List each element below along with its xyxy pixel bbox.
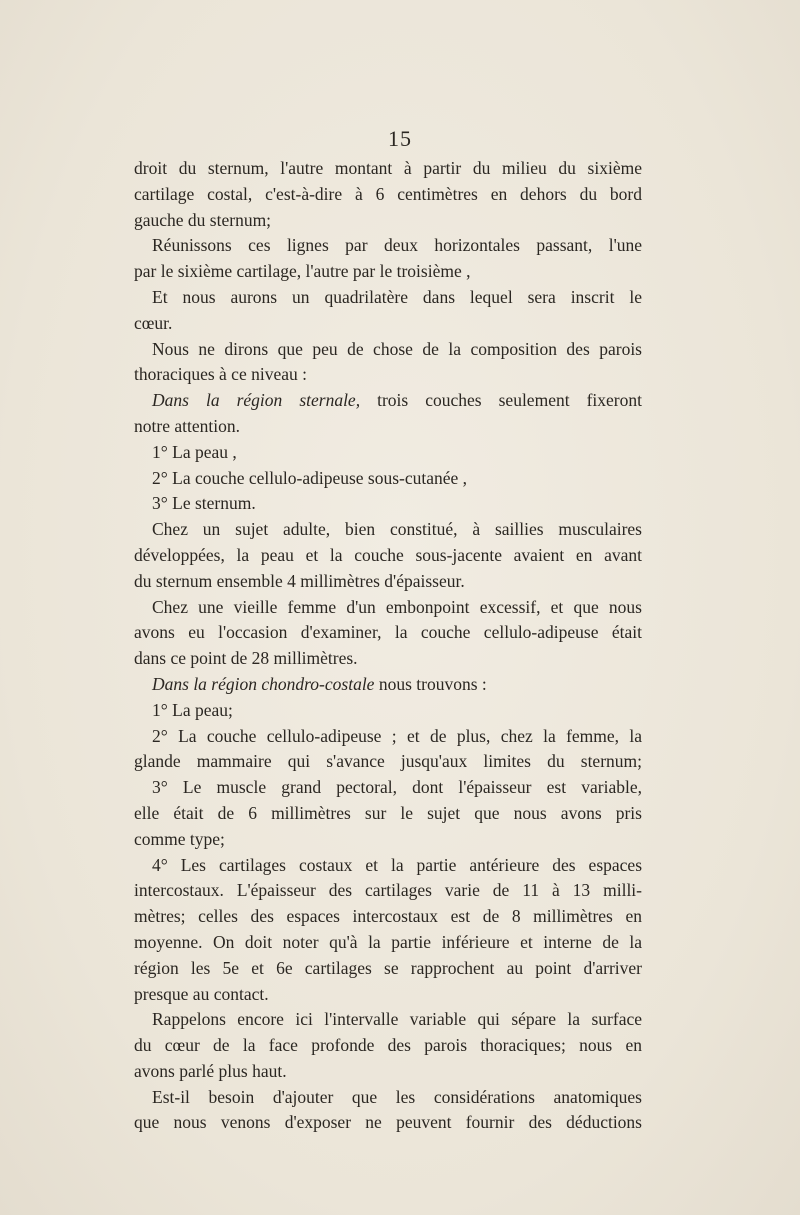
line-text: mètres; celles des espaces intercostaux est de 8 millimètres en <box>134 906 642 927</box>
text-line <box>134 1110 642 1136</box>
body-text <box>134 156 642 1136</box>
italic-phrase: Dans la région chondro-costale <box>152 673 375 694</box>
line-text: elle était de 6 millimètres sur le sujet que nous avons pris <box>134 802 642 823</box>
line-text: dans ce point de 28 millimètres. <box>134 648 358 669</box>
text-line <box>134 1007 642 1033</box>
line-text: 3° Le sternum. <box>152 493 256 514</box>
line-text: 1° La peau; <box>152 699 233 720</box>
text-line <box>134 311 642 337</box>
text-line <box>134 1059 642 1085</box>
line-text: du sternum ensemble 4 millimètres d'épaisseur. <box>134 570 465 591</box>
line-text: Chez un sujet adulte, bien constitué, à saillies musculaires <box>152 519 642 540</box>
line-text: Nous ne dirons que peu de chose de la composition des parois <box>152 338 642 359</box>
text-line <box>134 878 642 904</box>
line-text: Réunissons ces lignes par deux horizontales passant, l'une <box>152 235 642 256</box>
line-text: du cœur de la face profonde des parois thoraciques; nous en <box>134 1035 642 1056</box>
text-line <box>134 569 642 595</box>
line-text: par le sixième cartilage, l'autre par le troisième , <box>134 261 471 282</box>
text-line <box>134 414 642 440</box>
text-line <box>134 259 642 285</box>
text-line <box>134 930 642 956</box>
text-line <box>134 182 642 208</box>
line-text: presque au contact. <box>134 983 269 1004</box>
line-text: 2° La couche cellulo-adipeuse ; et de plus, chez la femme, la <box>152 725 642 746</box>
text-line <box>134 337 642 363</box>
line-text: Rappelons encore ici l'intervalle variable qui sépare la surface <box>152 1009 642 1030</box>
text-line <box>134 491 642 517</box>
text-line <box>134 440 642 466</box>
text-line <box>134 517 642 543</box>
line-text: gauche du sternum; <box>134 209 272 230</box>
line-text: thoraciques à ce niveau : <box>134 364 307 385</box>
text-line <box>134 1033 642 1059</box>
text-line <box>134 285 642 311</box>
text-line <box>134 724 642 750</box>
text-line <box>134 956 642 982</box>
line-text: trois couches seulement fixeront <box>360 390 642 411</box>
line-text: moyenne. On doit noter qu'à la partie inférieure et interne de la <box>134 931 642 952</box>
line-text: que nous venons d'exposer ne peuvent fournir des déductions <box>134 1112 642 1133</box>
text-line <box>134 1085 642 1111</box>
line-text: 1° La peau , <box>152 441 237 462</box>
line-text: 2° La couche cellulo-adipeuse sous-cutanée , <box>152 467 468 488</box>
line-text: Et nous aurons un quadrilatère dans lequel sera inscrit le <box>152 286 642 307</box>
line-text: avons eu l'occasion d'examiner, la couche cellulo-adipeuse était <box>134 622 642 643</box>
line-text: 4° Les cartilages costaux et la partie antérieure des espaces <box>152 854 642 875</box>
text-line <box>134 982 642 1008</box>
text-line <box>134 466 642 492</box>
line-text: cœur. <box>134 312 173 333</box>
line-text: droit du sternum, l'autre montant à partir du milieu du sixième <box>134 158 642 178</box>
text-line <box>134 749 642 775</box>
text-line <box>134 904 642 930</box>
text-line <box>134 233 642 259</box>
line-text: nous trouvons : <box>374 673 487 694</box>
text-line <box>134 672 642 698</box>
line-text: Chez une vieille femme d'un embonpoint excessif, et que nous <box>152 596 642 617</box>
text-line <box>134 543 642 569</box>
line-text: notre attention. <box>134 415 240 436</box>
text-line <box>134 698 642 724</box>
text-line <box>134 620 642 646</box>
line-text: glande mammaire qui s'avance jusqu'aux limites du sternum; <box>134 751 642 772</box>
line-text: cartilage costal, c'est-à-dire à 6 centimètres en dehors du bord <box>134 183 642 204</box>
text-line <box>134 827 642 853</box>
line-text: intercostaux. L'épaisseur des cartilages varie de 11 à 13 milli- <box>134 880 642 901</box>
italic-phrase: Dans la région sternale, <box>152 390 361 411</box>
line-text: région les 5e et 6e cartilages se rapprochent au point d'arriver <box>134 957 642 978</box>
text-line <box>134 388 642 414</box>
text-line <box>134 362 642 388</box>
line-text: comme type; <box>134 828 225 849</box>
text-line <box>134 775 642 801</box>
text-line <box>134 156 642 182</box>
line-text: 3° Le muscle grand pectoral, dont l'épaisseur est variable, <box>152 777 642 798</box>
line-text: avons parlé plus haut. <box>134 1060 287 1081</box>
text-line <box>134 801 642 827</box>
text-line <box>134 208 642 234</box>
page-number: 15 <box>388 126 412 151</box>
text-line <box>134 853 642 879</box>
text-line <box>134 646 642 672</box>
line-text: Est-il besoin d'ajouter que les considérations anatomiques <box>152 1086 642 1107</box>
line-text: développées, la peau et la couche sous-jacente avaient en avant <box>134 544 642 565</box>
text-line <box>134 595 642 621</box>
